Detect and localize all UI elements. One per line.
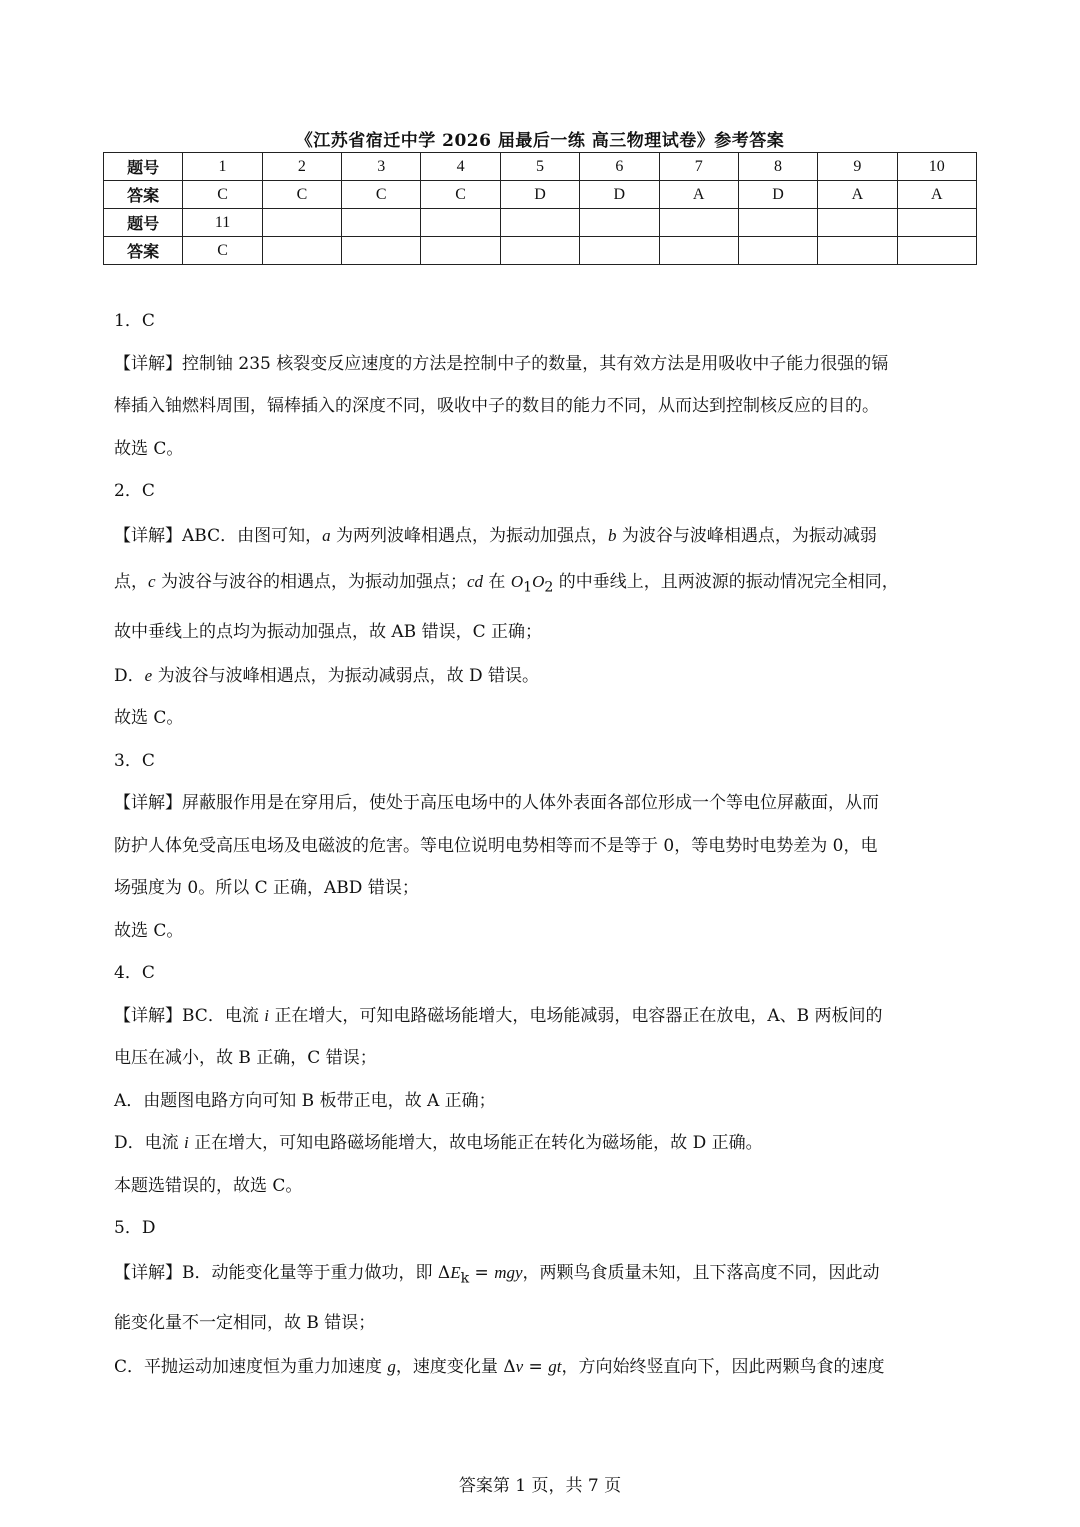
document-title: 《江苏省宿迁中学 2026 届最后一练 高三物理试卷》参考答案 — [295, 131, 785, 151]
text-span: 点， — [114, 571, 148, 592]
table-cell: D — [738, 181, 817, 209]
conclusion-line: 故选 C。 — [114, 708, 184, 729]
table-row — [104, 181, 977, 209]
table-cell: C — [183, 181, 262, 209]
question-number: 5．D — [114, 1218, 156, 1239]
math-var: O — [532, 571, 545, 591]
math-var: gt — [548, 1357, 562, 1377]
explanation-line: A．由题图电路方向可知 B 板带正电，故 A 正确； — [114, 1090, 496, 1111]
text-span: 为两列波峰相遇点，为振动加强点， — [330, 525, 608, 546]
math-var: i — [264, 1005, 269, 1025]
table-cell: D — [500, 181, 579, 209]
math-var: O — [510, 571, 524, 591]
answer-explanations — [114, 300, 974, 1389]
table-cell — [500, 209, 579, 237]
text-span: = — [469, 1262, 495, 1283]
question-number: 3．C — [114, 750, 155, 771]
table-cell: A — [818, 181, 897, 209]
table-cell — [500, 237, 579, 265]
table-cell — [897, 209, 976, 237]
table-cell: C — [183, 237, 262, 265]
table-cell — [421, 237, 500, 265]
text-span: 为波谷与波峰相遇点，为振动减弱点，故 D 错误。 — [152, 665, 540, 686]
explanation-line: 【详解】控制铀 235 核裂变反应速度的方法是控制中子的数量，其有效方法是用吸收中子能力很强的镉 — [114, 353, 889, 374]
table-cell: 3 — [342, 153, 421, 181]
table-cell: D — [580, 181, 659, 209]
text-span: 为波谷与波谷的相遇点，为振动加强点； — [155, 571, 467, 592]
math-var: c — [148, 571, 156, 591]
text-span: 为波谷与波峰相遇点，为振动减弱 — [616, 525, 877, 546]
table-cell: 8 — [738, 153, 817, 181]
explanation-line: 能变化量不一定相同，故 B 错误； — [114, 1313, 376, 1334]
explanation-line — [114, 995, 974, 1038]
table-cell: 答案 — [104, 181, 183, 209]
text-span: ，方向始终竖直向下，因此两颗鸟食的速度 — [561, 1357, 885, 1378]
table-cell: A — [897, 181, 976, 209]
text-span: 【详解】BC．电流 — [114, 1005, 265, 1026]
table-cell: 题号 — [104, 153, 183, 181]
table-row — [104, 209, 977, 237]
table-cell — [262, 209, 341, 237]
page-footer: 答案第 1 页，共 7 页 — [458, 1476, 622, 1496]
table-cell — [738, 209, 817, 237]
table-cell — [897, 237, 976, 265]
explanation-line — [114, 513, 974, 559]
conclusion-line: 故选 C。 — [114, 438, 184, 459]
text-span: 【详解】B．动能变化量等于重力做功，即 Δ — [114, 1262, 451, 1283]
text-span: C．平抛运动加速度恒为重力加速度 — [114, 1357, 388, 1378]
table-cell — [659, 237, 738, 265]
text-span: ，两颗鸟食质量未知，且下落高度不同，因此动 — [522, 1262, 880, 1283]
explanation-line: 【详解】屏蔽服作用是在穿用后，使处于高压电场中的人体外表面各部位形成一个等电位屏蔽面，从而 — [114, 793, 879, 814]
table-cell: 7 — [659, 153, 738, 181]
text-span: 正在增大，可知电路磁场能增大，故电场能正在转化为磁场能，故 D 正确。 — [188, 1133, 763, 1154]
table-cell — [659, 209, 738, 237]
table-cell: 题号 — [104, 209, 183, 237]
table-cell: C — [421, 181, 500, 209]
table-row — [104, 237, 977, 265]
conclusion-line: 故选 C。 — [114, 920, 184, 941]
table-cell — [342, 209, 421, 237]
explanation-line — [114, 1250, 974, 1301]
table-row — [104, 153, 977, 181]
explanation-line — [114, 559, 974, 610]
explanation-line — [114, 1346, 974, 1389]
conclusion-line: 本题选错误的，故选 C。 — [114, 1175, 303, 1196]
text-span: = — [523, 1357, 549, 1378]
question-number: 4．C — [114, 963, 155, 984]
math-var: mgy — [494, 1262, 523, 1282]
math-subscript: k — [460, 1270, 470, 1287]
table-cell — [738, 237, 817, 265]
math-var: a — [322, 525, 331, 545]
text-span: D．电流 — [114, 1133, 185, 1154]
answer-table — [103, 152, 977, 265]
math-subscript: 2 — [544, 578, 554, 595]
text-span: 正在增大，可知电路磁场能增大，电场能减弱，电容器正在放电，A、B 两板间的 — [268, 1005, 883, 1026]
math-var: i — [184, 1133, 189, 1153]
table-cell: 5 — [500, 153, 579, 181]
table-cell: C — [262, 181, 341, 209]
explanation-line — [114, 655, 974, 698]
math-var: b — [608, 525, 617, 545]
math-var: e — [144, 665, 153, 685]
table-cell: 9 — [818, 153, 897, 181]
table-cell: 4 — [421, 153, 500, 181]
table-cell — [818, 237, 897, 265]
table-cell: 2 — [262, 153, 341, 181]
table-cell: 6 — [580, 153, 659, 181]
table-cell — [262, 237, 341, 265]
explanation-line: 故中垂线上的点均为振动加强点，故 AB 错误，C 正确； — [114, 621, 542, 642]
table-cell: C — [342, 181, 421, 209]
table-cell — [580, 209, 659, 237]
text-span: D． — [114, 665, 145, 686]
table-cell — [421, 209, 500, 237]
table-cell: 1 — [183, 153, 262, 181]
text-span: 在 — [483, 571, 511, 592]
math-var: cd — [466, 571, 483, 591]
table-cell: 答案 — [104, 237, 183, 265]
table-cell: A — [659, 181, 738, 209]
table-cell — [342, 237, 421, 265]
question-number: 2．C — [114, 481, 155, 501]
table-cell — [580, 237, 659, 265]
text-span: 的中垂线上，且两波源的振动情况完全相同， — [553, 571, 899, 592]
table-cell: 11 — [183, 209, 262, 237]
math-var: g — [387, 1357, 396, 1377]
math-var: E — [450, 1262, 461, 1282]
question-number: 1．C — [114, 311, 155, 331]
explanation-line: 防护人体免受高压电场及电磁波的危害。等电位说明电势相等而不是等于 0，等电势时电势差为 0，电 — [114, 835, 878, 856]
explanation-line — [114, 1122, 974, 1165]
math-subscript: 1 — [523, 578, 533, 595]
math-var: v — [515, 1357, 524, 1377]
explanation-line: 场强度为 0。所以 C 正确，ABD 错误； — [114, 878, 419, 899]
table-cell: 10 — [897, 153, 976, 181]
text-span: 【详解】ABC．由图可知， — [114, 525, 323, 546]
text-span: ，速度变化量 Δ — [395, 1357, 516, 1378]
explanation-line: 棒插入铀燃料周围，镉棒插入的深度不同，吸收中子的数目的能力不同，从而达到控制核反应的目的。 — [114, 396, 879, 416]
table-cell — [818, 209, 897, 237]
explanation-line: 电压在减小，故 B 正确，C 错误； — [114, 1048, 377, 1069]
